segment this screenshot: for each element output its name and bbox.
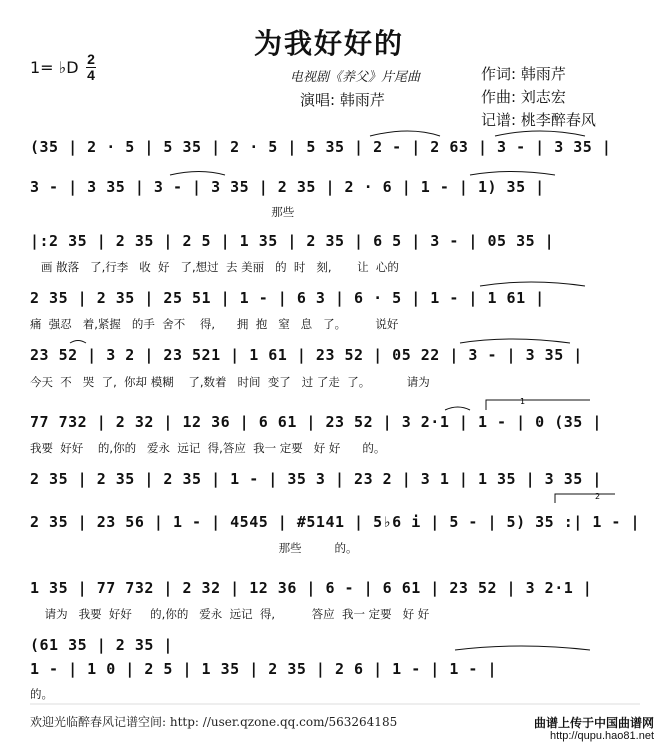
score-line-2-notes: 3 - | 3 35 | 3 - | 3 35 | 2 35 | 2 · 6 | 1 - | 1) 35 | xyxy=(30,178,545,196)
score-line-1-notes: (35 | 2 · 5 | 5 35 | 2 · 5 | 5 35 | 2 - | 2 63 | 3 - | 3 35 | xyxy=(30,138,612,156)
score-line-3-lyrics: 画 散落 了,行李 收 好 了,想过 去 美丽 的 时 刻, 让 心的 xyxy=(30,260,399,274)
volta-2-label: 2 xyxy=(595,492,601,501)
slur-line-5a xyxy=(70,341,86,344)
score-line-7-notes: 2 35 | 2 35 | 2 35 | 1 - | 35 3 | 23 2 | 3 1 | 1 35 | 3 35 | xyxy=(30,470,602,488)
score-line-8-notes: 2 35 | 23 56 | 1 - | 4545 | #5141 | 5♭6 i | 5 - | 5) 35 :| 1 - | xyxy=(30,513,640,531)
singer: 演唱: 韩雨芹 xyxy=(300,91,385,109)
score-line-3-notes: |:2 35 | 2 35 | 2 5 | 1 35 | 2 35 | 6 5 | 3 - | 05 35 | xyxy=(30,232,555,250)
time-signature-bottom: 4 xyxy=(87,67,95,83)
slur-line-4 xyxy=(480,282,585,286)
score-line-2-lyrics: 那些 xyxy=(30,205,295,219)
slur-line-1b xyxy=(495,131,585,136)
slur-line-11 xyxy=(455,646,590,650)
slur-line-6 xyxy=(445,407,470,410)
song-title: 为我好好的 xyxy=(253,27,404,60)
slur-line-2a xyxy=(170,172,225,176)
score-line-8-lyrics: 那些 的。 xyxy=(30,541,358,555)
time-signature-top: 2 xyxy=(87,51,95,67)
score-line-6-lyrics: 我要 好好 的,你的 爱永 远记 得,答应 我一 定要 好 好 的。 xyxy=(30,441,386,455)
score-line-9-notes: 1 35 | 77 732 | 2 32 | 12 36 | 6 - | 6 61 | 23 52 | 3 2·1 | xyxy=(30,579,593,597)
score-line-5-lyrics: 今天 不 哭 了, 你却 模糊 了,数着 时间 变了 过 了走 了。 请为 xyxy=(30,375,430,389)
score-line-9-lyrics: 请为 我要 好好 的,你的 爱永 远记 得, 答应 我一 定要 好 好 xyxy=(30,607,430,621)
score-line-5-notes: 23 52 | 3 2 | 23 521 | 1 61 | 23 52 | 05 22 | 3 - | 3 35 | xyxy=(30,346,583,364)
score-line-6-notes: 77 732 | 2 32 | 12 36 | 6 61 | 23 52 | 3 2·1 | 1 - | 0 (35 | xyxy=(30,413,602,431)
subtitle: 电视剧《养父》片尾曲 xyxy=(290,70,421,85)
volta-1-label: 1 xyxy=(520,397,526,406)
slur-line-5b xyxy=(460,339,570,343)
brand-line-1: 曲谱上传于中国曲谱网 xyxy=(533,716,654,730)
score-line-4-lyrics: 痛 强忍 着,紧握 的手 舍不 得, 拥 抱 窒 息 了。 说好 xyxy=(30,317,399,331)
transcriber: 记谱: 桃李醉春风 xyxy=(481,111,596,129)
slur-line-1a xyxy=(370,131,440,136)
key-signature: 1= ♭D xyxy=(30,58,79,77)
composer: 作曲: 刘志宏 xyxy=(481,88,566,106)
score-line-11-lyrics: 的。 xyxy=(30,687,53,701)
volta-2-bracket xyxy=(555,494,615,503)
lyricist: 作词: 韩雨芹 xyxy=(481,65,566,83)
score-line-4-notes: 2 35 | 2 35 | 25 51 | 1 - | 6 3 | 6 · 5 | 1 - | 1 61 | xyxy=(30,289,545,307)
score-line-11-notes: 1 - | 1 0 | 2 5 | 1 35 | 2 35 | 2 6 | 1 - | 1 - | xyxy=(30,660,498,678)
slur-line-2b xyxy=(470,172,555,176)
volta-1-bracket xyxy=(486,400,590,410)
brand-line-2: http://qupu.hao81.net xyxy=(550,730,654,742)
site-brand xyxy=(534,717,654,742)
score-line-10-notes: (61 35 | 2 35 | xyxy=(30,636,173,654)
footer-note: 欢迎光临醉春风记谱空间: http: //user.qzone.qq.com/563264185 xyxy=(30,715,398,729)
